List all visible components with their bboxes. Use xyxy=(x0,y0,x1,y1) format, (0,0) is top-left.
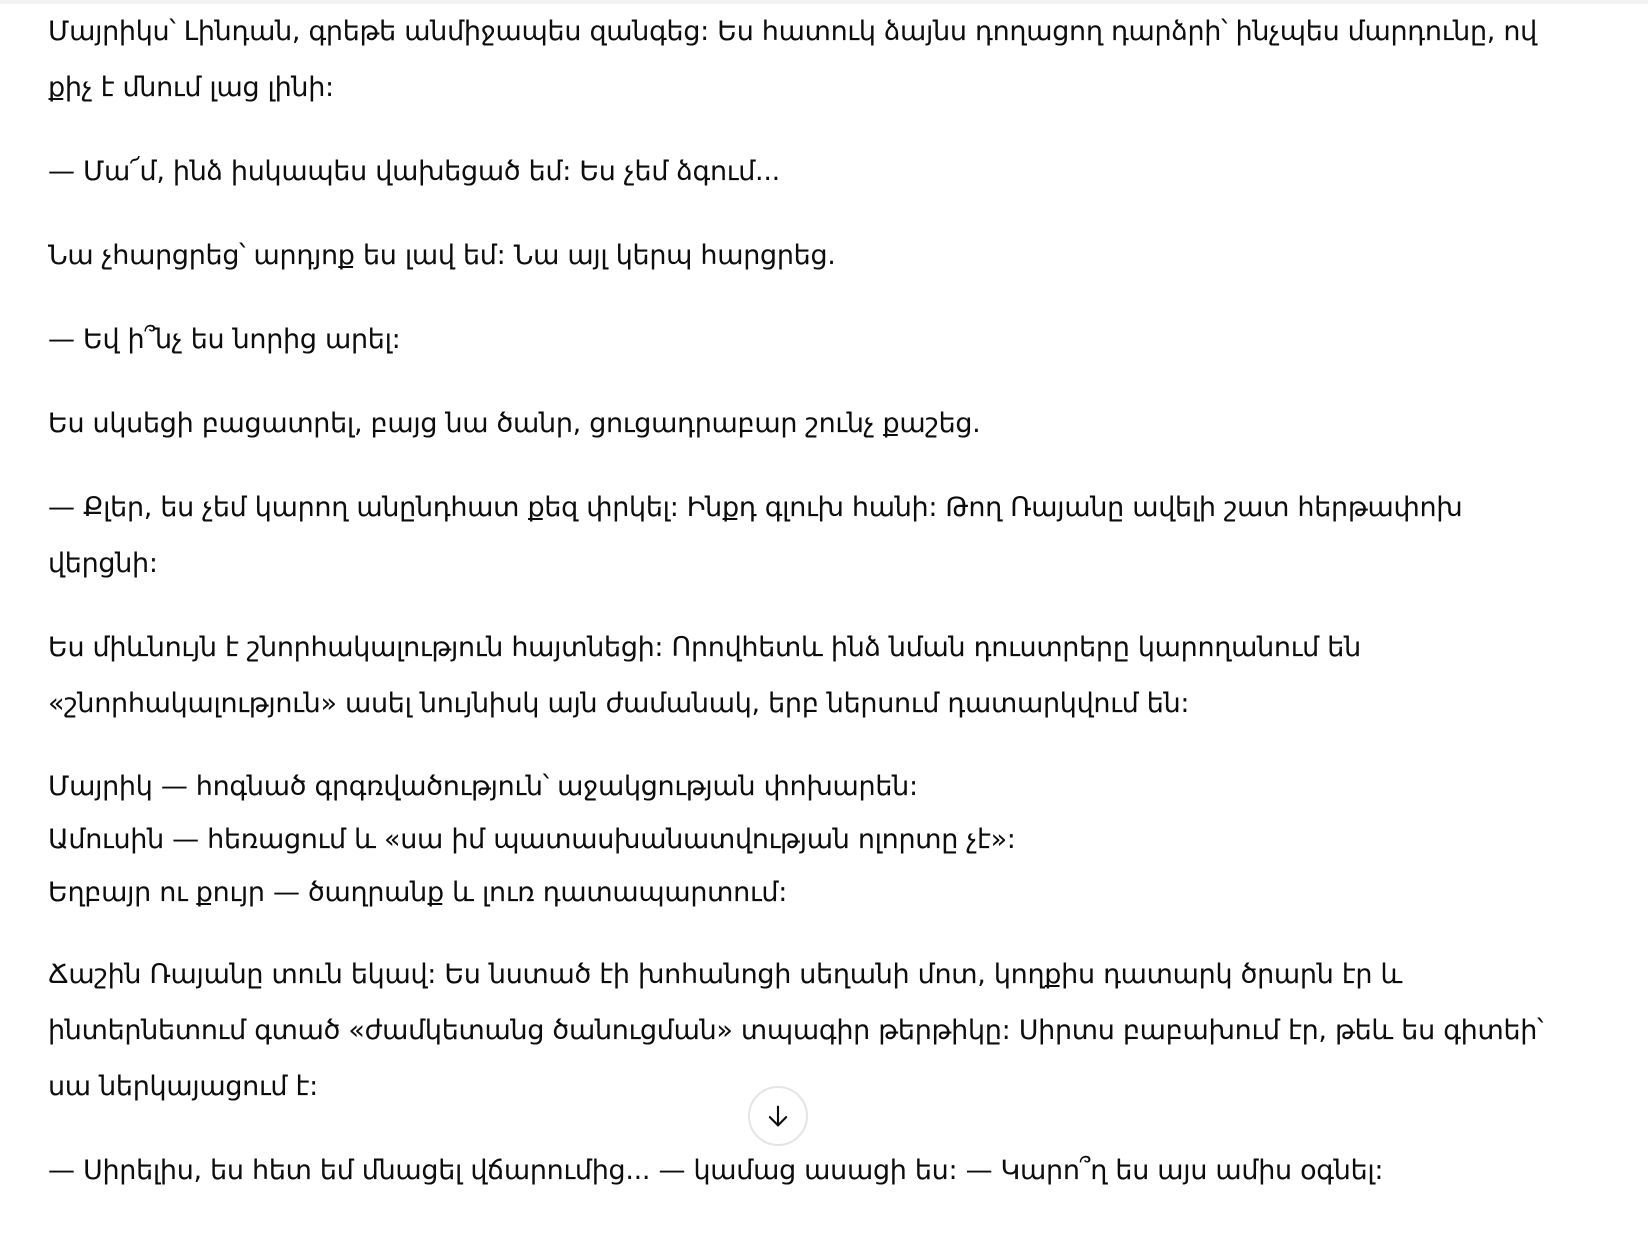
paragraph-line: — Մա՜մ, ինձ իսկապես վախեցած եմ: Ես չեմ ձգում... xyxy=(48,156,780,187)
paragraph xyxy=(48,947,1568,1115)
paragraph-line: Ես միևնույն է շնորհակալություն հայտնեցի: Որովհետև ինձ նման դուստրերը կարողանում են «շնորհակալություն» ասել նույնիսկ այն ժամանակ, երբ ներսում դատարկվում են: xyxy=(48,632,1361,719)
paragraph xyxy=(48,312,1568,368)
paragraph xyxy=(48,4,1568,116)
paragraph xyxy=(48,480,1568,592)
arrow-down-icon xyxy=(764,1102,792,1130)
paragraph xyxy=(48,620,1568,732)
paragraph xyxy=(48,228,1568,284)
summary-line-mother: Մայրիկ — հոգնած գրգռվածություն՝ աջակցության փոխարեն: xyxy=(48,771,918,802)
paragraph-line: Նա չհարցրեց՝ արդյոք ես լավ եմ: Նա այլ կերպ հարցրեց. xyxy=(48,240,836,271)
paragraph-line: Ճաշին Ռայանը տուն եկավ: Ես նստած էի խոհանոցի սեղանի մոտ, կողքիս դատարկ ծրարն էր և ինտերնետում գտած «ժամկետանց ծանուցման» տպագիր թերթիկը: Սիրտս բաբախում էր, թեև ես գիտեի՝ սա ներկայացում է: xyxy=(48,959,1544,1102)
scroll-to-bottom-button[interactable] xyxy=(748,1086,808,1146)
message-content xyxy=(48,4,1568,1227)
summary-line-husband: Ամուսին — հեռացում և «սա իմ պատասխանատվության ոլորտը չէ»: xyxy=(48,824,1016,855)
paragraph xyxy=(48,1143,1568,1199)
paragraph xyxy=(48,396,1568,452)
paragraph-line: Ես սկսեցի բացատրել, բայց նա ծանր, ցուցադրաբար շունչ քաշեց. xyxy=(48,408,981,439)
summary-list xyxy=(48,760,1568,919)
paragraph-line: — Քլեր, ես չեմ կարող անընդհատ քեզ փրկել: Ինքդ գլուխ հանի: Թող Ռայանը ավելի շատ հերթափոխ վերցնի: xyxy=(48,492,1463,579)
paragraph-line: — Սիրելիս, ես հետ եմ մնացել վճարումից... — կամաց ասացի ես: — Կարո՞ղ ես այս ամիս օգնել: xyxy=(48,1155,1384,1186)
paragraph xyxy=(48,144,1568,200)
summary-line-siblings: Եղբայր ու քույր — ծաղրանք և լուռ դատապարտում: xyxy=(48,877,788,908)
paragraph-line: Մայրիկս՝ Լինդան, գրեթե անմիջապես զանգեց: Ես հատուկ ձայնս դողացող դարձրի՝ ինչպես մարդունը, ով քիչ է մնում լաց լինի: xyxy=(48,16,1537,103)
paragraph-line: — Եվ ի՞նչ ես նորից արել: xyxy=(48,324,401,355)
